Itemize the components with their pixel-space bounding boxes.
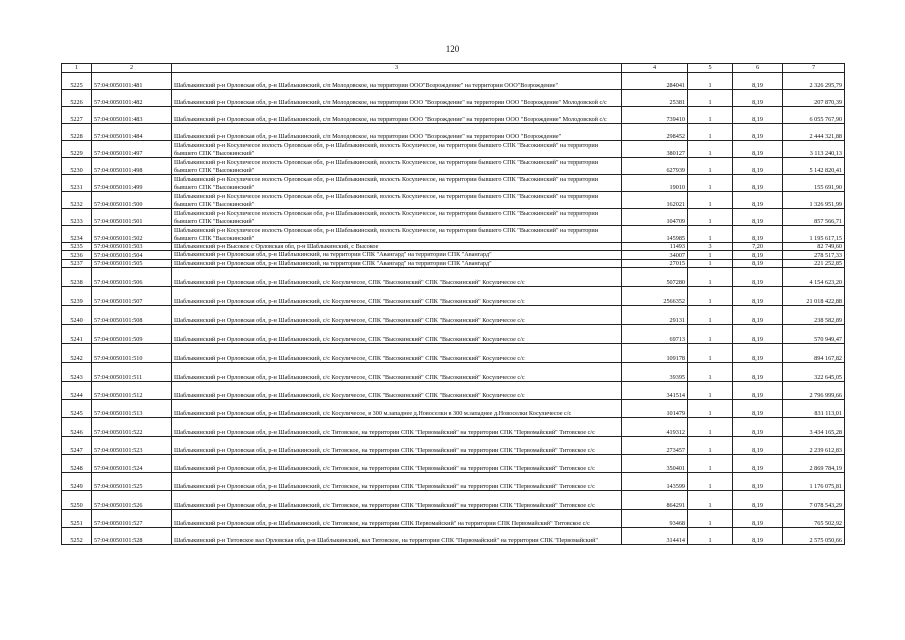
value-cell: 3 434 165,28 [783, 418, 845, 437]
rate-cell: 8,19 [733, 363, 783, 382]
value-cell: 1 176 075,81 [783, 473, 845, 491]
row-number: 5251 [62, 510, 92, 528]
address-cell: Шаблыкинский р-н Орловская обл, р-н Шаблыкинский, на территории СПК "Авангард" на территории СПК "Авангард" [172, 259, 622, 267]
category-cell: 1 [688, 209, 733, 226]
address-cell: Шаблыкинский р-н Орловская обл, р-н Шаблыкинский, с/с Косуличесое, СПК "Высокинский" СПК "Высокинский" Косуличесое с/с [172, 382, 622, 400]
value-cell: 2 575 050,66 [783, 528, 845, 545]
cadastral-number: 57:04:0050101:499 [92, 175, 172, 192]
area-cell: 145985 [622, 226, 688, 243]
table-row [62, 192, 845, 209]
address-cell: Шаблыкинский р-н Орловская обл, р-н Шаблыкинский, с/п Молодовское, на территории ООО "Возрождение" на территории ООО "Возрождение" Молодовской с/с [172, 107, 622, 124]
row-number: 5247 [62, 437, 92, 455]
rate-cell: 8,19 [733, 325, 783, 344]
table-row [62, 344, 845, 363]
address-cell: Шаблыкинский р-н Орловская обл, р-н Шаблыкинский, с/с Косуличесое, СПК "Высокинский" СПК "Высокинский" Косуличесое с/с [172, 306, 622, 325]
area-cell: 93468 [622, 510, 688, 528]
rate-cell: 8,19 [733, 90, 783, 107]
rate-cell: 8,19 [733, 287, 783, 306]
value-cell: 831 113,01 [783, 400, 845, 418]
rate-cell: 8,19 [733, 124, 783, 141]
row-number: 5234 [62, 226, 92, 243]
value-cell: 2 796 999,66 [783, 382, 845, 400]
row-number: 5225 [62, 73, 92, 90]
area-cell: 627939 [622, 158, 688, 175]
address-cell: Шаблыкинский р-н Орловская обл, р-н Шаблыкинский, с/п Молодовское, на территории ООО"Возрождение" на территории ООО"Возрождение" [172, 73, 622, 90]
row-number: 5252 [62, 528, 92, 545]
cadastral-number: 57:04:0050101:523 [92, 437, 172, 455]
rate-cell: 8,19 [733, 73, 783, 90]
category-cell: 1 [688, 510, 733, 528]
area-cell: 284041 [622, 73, 688, 90]
category-cell: 1 [688, 437, 733, 455]
row-number: 5243 [62, 363, 92, 382]
cadastral-number: 57:04:0050101:510 [92, 344, 172, 363]
value-cell: 5 142 820,41 [783, 158, 845, 175]
category-cell: 1 [688, 382, 733, 400]
row-number: 5237 [62, 259, 92, 267]
row-number: 5244 [62, 382, 92, 400]
row-number: 5233 [62, 209, 92, 226]
cadastral-number: 57:04:0050101:482 [92, 90, 172, 107]
area-cell: 109178 [622, 344, 688, 363]
category-cell: 1 [688, 473, 733, 491]
row-number: 5248 [62, 455, 92, 473]
value-cell: 82 749,60 [783, 243, 845, 251]
row-number: 5246 [62, 418, 92, 437]
cadastral-number: 57:04:0050101:524 [92, 455, 172, 473]
category-cell: 1 [688, 251, 733, 259]
cadastral-number: 57:04:0050101:501 [92, 209, 172, 226]
area-cell: 19010 [622, 175, 688, 192]
address-cell: Шаблыкинский р-н Орловская обл, р-н Шаблыкинский, с/с Косуличесое, в 300 м.западнее д.Новоселки в 300 м.западнее д.Новоселки Косуличесое с/с [172, 400, 622, 418]
row-number: 5236 [62, 251, 92, 259]
address-cell: Шаблыкинский р-н Косуличесое волость Орловская обл, р-н Шаблыкинский, волость Косуличесое, на территории бывшего СПК "Высокинский" на территории бывшего СПК "Высокинский" [172, 141, 622, 158]
rate-cell: 8,19 [733, 107, 783, 124]
row-number: 5230 [62, 158, 92, 175]
rate-cell: 8,19 [733, 141, 783, 158]
table-row [62, 158, 845, 175]
area-cell: 2566352 [622, 287, 688, 306]
area-cell: 143599 [622, 473, 688, 491]
area-cell: 341514 [622, 382, 688, 400]
cadastral-number: 57:04:0050101:526 [92, 491, 172, 510]
table-row [62, 437, 845, 455]
table-row [62, 473, 845, 491]
table-row [62, 418, 845, 437]
area-cell: 314414 [622, 528, 688, 545]
value-cell: 894 167,82 [783, 344, 845, 363]
address-cell: Шаблыкинский р-н Орловская обл, р-н Шаблыкинский, с/с Титовское, на территории СПК "Первомайский" на территории СПК "Первомайский" Титовское с/с [172, 437, 622, 455]
category-cell: 1 [688, 455, 733, 473]
cadastral-number: 57:04:0050101:505 [92, 259, 172, 267]
rate-cell: 8,19 [733, 158, 783, 175]
area-cell: 69713 [622, 325, 688, 344]
rate-cell: 8,19 [733, 251, 783, 259]
address-cell: Шаблыкинский р-н Косуличесое волость Орловская обл, р-н Шаблыкинский, волость Косуличесое, на территории бывшего СПК "Высокинский" на территории бывшего СПК "Высокинский" [172, 158, 622, 175]
address-cell: Шаблыкинский р-н Орловская обл, р-н Шаблыкинский, с/п Молодовское, на территории ООО "Возрождение" на территории ООО "Возрождение" Молодовской с/с [172, 90, 622, 107]
cadastral-number: 57:04:0050101:508 [92, 306, 172, 325]
rate-cell: 8,19 [733, 306, 783, 325]
address-cell: Шаблыкинский р-н Орловская обл, р-н Шаблыкинский, с/с Титовское, на территории СПК "Первомайский" на территории СПК "Первомайский" Титовское с/с [172, 473, 622, 491]
cadastral-number: 57:04:0050101:528 [92, 528, 172, 545]
value-cell: 2 869 784,19 [783, 455, 845, 473]
row-number: 5235 [62, 243, 92, 251]
header-cell: 2 [92, 64, 172, 73]
rate-cell: 8,19 [733, 400, 783, 418]
address-cell: Шаблыкинский р-н Орловская обл, р-н Шаблыкинский, с/с Титовское, на территории СПК "Первомайский" на территории СПК "Первомайский" Титовское с/с [172, 455, 622, 473]
cadastral-number: 57:04:0050101:527 [92, 510, 172, 528]
rate-cell: 8,19 [733, 418, 783, 437]
page-number: 120 [445, 44, 460, 54]
rate-cell: 8,19 [733, 528, 783, 545]
category-cell: 1 [688, 528, 733, 545]
category-cell: 1 [688, 306, 733, 325]
row-number: 5250 [62, 491, 92, 510]
address-cell: Шаблыкинский р-н Орловская обл, р-н Шаблыкинский, с/с Косуличесое, СПК "Высокинский" СПК "Высокинский" Косуличесое с/с [172, 325, 622, 344]
row-number: 5227 [62, 107, 92, 124]
cadastral-number: 57:04:0050101:483 [92, 107, 172, 124]
rate-cell: 8,19 [733, 259, 783, 267]
rate-cell: 8,19 [733, 209, 783, 226]
area-cell: 380127 [622, 141, 688, 158]
category-cell: 1 [688, 344, 733, 363]
cadastral-number: 57:04:0050101:498 [92, 158, 172, 175]
value-cell: 857 566,71 [783, 209, 845, 226]
table-row [62, 363, 845, 382]
area-cell: 739410 [622, 107, 688, 124]
category-cell: 1 [688, 400, 733, 418]
value-cell: 765 502,92 [783, 510, 845, 528]
rate-cell: 8,19 [733, 268, 783, 287]
row-number: 5226 [62, 90, 92, 107]
rate-cell: 8,19 [733, 344, 783, 363]
area-cell: 419312 [622, 418, 688, 437]
rate-cell: 8,19 [733, 437, 783, 455]
address-cell: Шаблыкинский р-н Косуличесое волость Орловская обл, р-н Шаблыкинский, волость Косуличесое, на территории бывшего СПК "Высокинский" на территории бывшего СПК "Высокинский" [172, 175, 622, 192]
area-cell: 350401 [622, 455, 688, 473]
row-number: 5232 [62, 192, 92, 209]
area-cell: 273457 [622, 437, 688, 455]
value-cell: 1 326 951,99 [783, 192, 845, 209]
cadastral-number: 57:04:0050101:500 [92, 192, 172, 209]
header-cell: 4 [622, 64, 688, 73]
category-cell: 1 [688, 268, 733, 287]
area-cell: 34007 [622, 251, 688, 259]
cadastral-number: 57:04:0050101:509 [92, 325, 172, 344]
category-cell: 1 [688, 491, 733, 510]
row-number: 5238 [62, 268, 92, 287]
address-cell: Шаблыкинский р-н Орловская обл, р-н Шаблыкинский, с/с Косуличесое, СПК "Высокинский" СПК "Высокинский" Косуличесое с/с [172, 268, 622, 287]
row-number: 5240 [62, 306, 92, 325]
cadastral-number: 57:04:0050101:484 [92, 124, 172, 141]
category-cell: 1 [688, 418, 733, 437]
row-number: 5245 [62, 400, 92, 418]
area-cell: 25381 [622, 90, 688, 107]
address-cell: Шаблыкинский р-н Косуличесое волость Орловская обл, р-н Шаблыкинский, волость Косуличесое, на территории бывшего СПК "Высокинский" на территории бывшего СПК "Высокинский" [172, 226, 622, 243]
address-cell: Шаблыкинский р-н Орловская обл, р-н Шаблыкинский, с/п Молодовское, на территории ООО "Возрождение" на территории ООО "Возрождение" [172, 124, 622, 141]
header-cell: 7 [783, 64, 845, 73]
address-cell: Шаблыкинский р-н Орловская обл, р-н Шаблыкинский, с/с Косуличесое, СПК "Высокинский" СПК "Высокинский" Косуличесое с/с [172, 287, 622, 306]
table-row [62, 528, 845, 545]
value-cell: 278 517,33 [783, 251, 845, 259]
rate-cell: 8,19 [733, 491, 783, 510]
row-number: 5242 [62, 344, 92, 363]
row-number: 5239 [62, 287, 92, 306]
table-row [62, 306, 845, 325]
address-cell: Шаблыкинский р-н Высокое с Орловская обл, р-н Шаблыкинский, с Высокое [172, 243, 622, 251]
table-row [62, 325, 845, 344]
cadastral-number: 57:04:0050101:481 [92, 73, 172, 90]
row-number: 5228 [62, 124, 92, 141]
cadastral-number: 57:04:0050101:497 [92, 141, 172, 158]
cadastral-number: 57:04:0050101:511 [92, 363, 172, 382]
row-number: 5229 [62, 141, 92, 158]
category-cell: 1 [688, 175, 733, 192]
category-cell: 3 [688, 243, 733, 251]
row-number: 5241 [62, 325, 92, 344]
table-row [62, 226, 845, 243]
address-cell: Шаблыкинский р-н Орловская обл, р-н Шаблыкинский, на территории СПК "Авангард" на территории СПК "Авангард" [172, 251, 622, 259]
area-cell: 39395 [622, 363, 688, 382]
header-cell: 1 [62, 64, 92, 73]
value-cell: 4 154 623,20 [783, 268, 845, 287]
table-row [62, 251, 845, 259]
category-cell: 1 [688, 192, 733, 209]
area-cell: 27015 [622, 259, 688, 267]
address-cell: Шаблыкинский р-н Орловская обл, р-н Шаблыкинский, с/с Титовское, на территории СПК Первомайский" на территории СПК Первомайский" Титовское с/с [172, 510, 622, 528]
area-cell: 11493 [622, 243, 688, 251]
value-cell: 2 239 612,83 [783, 437, 845, 455]
table-row [62, 491, 845, 510]
rate-cell: 7,20 [733, 243, 783, 251]
value-cell: 207 870,39 [783, 90, 845, 107]
table-row [62, 175, 845, 192]
rate-cell: 8,19 [733, 455, 783, 473]
category-cell: 1 [688, 287, 733, 306]
table-row [62, 141, 845, 158]
table-row [62, 124, 845, 141]
table-row [62, 400, 845, 418]
header-row [62, 64, 845, 73]
cadastral-table [61, 63, 845, 545]
value-cell: 3 113 240,13 [783, 141, 845, 158]
address-cell: Шаблыкинский р-н Косуличесое волость Орловская обл, р-н Шаблыкинский, волость Косуличесое, на территории бывшего СПК "Высокинский" на территории бывшего СПК "Высокинский" [172, 209, 622, 226]
value-cell: 570 949,47 [783, 325, 845, 344]
table-row [62, 455, 845, 473]
address-cell: Шаблыкинский р-н Орловская обл, р-н Шаблыкинский, с/с Косуличесое, СПК "Высокинский" СПК "Высокинский" Косуличесое с/с [172, 344, 622, 363]
table-row [62, 90, 845, 107]
category-cell: 1 [688, 124, 733, 141]
cadastral-number: 57:04:0050101:503 [92, 243, 172, 251]
table-row [62, 287, 845, 306]
cadastral-number: 57:04:0050101:512 [92, 382, 172, 400]
category-cell: 1 [688, 107, 733, 124]
area-cell: 864291 [622, 491, 688, 510]
table-row [62, 243, 845, 251]
cadastral-number: 57:04:0050101:506 [92, 268, 172, 287]
address-cell: Шаблыкинский р-н Титовское вал Орловская обл, р-н Шаблыкинский, вал Титовское, на территории СПК "Первомайский" на территории СПК "Первомайский" [172, 528, 622, 545]
rate-cell: 8,19 [733, 382, 783, 400]
address-cell: Шаблыкинский р-н Орловская обл, р-н Шаблыкинский, с/с Титовское, на территории СПК "Первомайский" на территории СПК "Первомайский" Титовское с/с [172, 418, 622, 437]
area-cell: 101479 [622, 400, 688, 418]
cadastral-number: 57:04:0050101:525 [92, 473, 172, 491]
header-cell: 3 [172, 64, 622, 73]
value-cell: 238 582,89 [783, 306, 845, 325]
table-row [62, 209, 845, 226]
address-cell: Шаблыкинский р-н Орловская обл, р-н Шаблыкинский, с/с Косуличесое, СПК "Высокинский" СПК "Высокинский" Косуличесое с/с [172, 363, 622, 382]
value-cell: 21 018 422,88 [783, 287, 845, 306]
header-cell: 6 [733, 64, 783, 73]
area-cell: 162021 [622, 192, 688, 209]
category-cell: 1 [688, 363, 733, 382]
header-cell: 5 [688, 64, 733, 73]
value-cell: 2 326 295,79 [783, 73, 845, 90]
category-cell: 1 [688, 226, 733, 243]
value-cell: 155 691,90 [783, 175, 845, 192]
rate-cell: 8,19 [733, 473, 783, 491]
value-cell: 7 078 543,29 [783, 491, 845, 510]
table-row [62, 73, 845, 90]
table-row [62, 382, 845, 400]
category-cell: 1 [688, 259, 733, 267]
table-row [62, 107, 845, 124]
category-cell: 1 [688, 141, 733, 158]
value-cell: 6 055 767,90 [783, 107, 845, 124]
rate-cell: 8,19 [733, 226, 783, 243]
area-cell: 298452 [622, 124, 688, 141]
cadastral-number: 57:04:0050101:507 [92, 287, 172, 306]
address-cell: Шаблыкинский р-н Косуличесое волость Орловская обл, р-н Шаблыкинский, волость Косуличесое, на территории бывшего СПК "Высокинский" на территории бывшего СПК "Высокинский" [172, 192, 622, 209]
category-cell: 1 [688, 73, 733, 90]
table-row [62, 259, 845, 267]
area-cell: 507280 [622, 268, 688, 287]
value-cell: 322 645,05 [783, 363, 845, 382]
row-number: 5249 [62, 473, 92, 491]
address-cell: Шаблыкинский р-н Орловская обл, р-н Шаблыкинский, с/с Титовское, на территории СПК "Первомайский" на территории СПК "Первомайский" Титовское с/с [172, 491, 622, 510]
value-cell: 1 195 617,15 [783, 226, 845, 243]
category-cell: 1 [688, 90, 733, 107]
value-cell: 221 252,85 [783, 259, 845, 267]
table-row [62, 268, 845, 287]
value-cell: 2 444 321,88 [783, 124, 845, 141]
table-row [62, 510, 845, 528]
row-number: 5231 [62, 175, 92, 192]
area-cell: 29131 [622, 306, 688, 325]
rate-cell: 8,19 [733, 510, 783, 528]
cadastral-number: 57:04:0050101:513 [92, 400, 172, 418]
cadastral-number: 57:04:0050101:504 [92, 251, 172, 259]
rate-cell: 8,19 [733, 192, 783, 209]
category-cell: 1 [688, 158, 733, 175]
cadastral-number: 57:04:0050101:522 [92, 418, 172, 437]
cadastral-number: 57:04:0050101:502 [92, 226, 172, 243]
category-cell: 1 [688, 325, 733, 344]
area-cell: 104709 [622, 209, 688, 226]
rate-cell: 8,19 [733, 175, 783, 192]
